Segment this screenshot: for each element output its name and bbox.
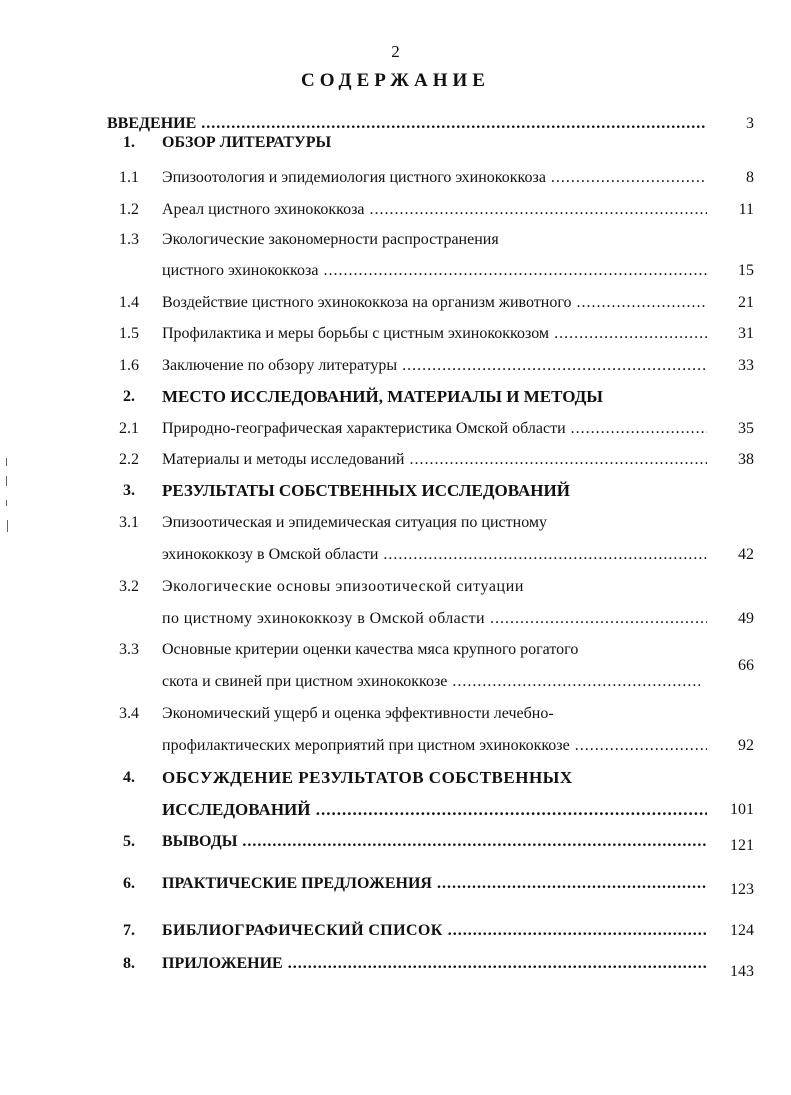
toc-entry-text: Материалы и методы исследований ..... [162,448,707,472]
toc-entry-text: Природно-географическая характеристика Омской области ..... [162,417,707,441]
toc-entry-text: Заключение по обзору литературы ..... [162,354,707,378]
toc-entry-page: 8 [746,169,754,186]
toc-entry-number: 1.5 [119,325,139,342]
toc-entry-1-1 [0,166,791,190]
scan-mark [7,520,8,532]
toc-entry-page: 33 [738,357,754,374]
toc-entry-number: 3.1 [119,514,139,531]
toc-entry-1-3 [0,228,791,252]
toc-entry-1-6 [0,354,791,378]
toc-entry-1-5 [0,322,791,346]
toc-entry-page: 124 [730,922,754,939]
toc-entry-number: 7. [123,922,135,939]
toc-entry-number: 1.6 [119,357,139,374]
toc-entry-text: Экономический ущерб и оценка эффективности лечебно- [162,705,554,722]
toc-entry-text: Экологические закономерности распространения [162,231,499,248]
toc-entry-text: Экологические основы эпизоотической ситуации [162,578,525,595]
toc-entry-number: 3.3 [119,641,139,658]
toc-entry-1-3-cont [0,259,791,283]
toc-entry-3-4-cont [0,734,791,758]
toc-entry-text: ВВЕДЕНИЕ ..... [107,112,705,136]
toc-entry-3-4 [0,702,791,726]
toc-entry-1-2 [0,198,791,222]
toc-entry-text: цистного эхинококкоза ..... [162,259,707,283]
toc-entry-text: профилактических мероприятий при цистном эхинококкозе ..... [162,734,707,758]
toc-entry-number: 3.4 [119,705,139,722]
toc-entry-3-3-cont [0,670,791,694]
toc-entry-text: Воздействие цистного эхинококкоза на организм животного ..... [162,291,707,315]
toc-entry-text: ИССЛЕДОВАНИЙ ..... [162,798,707,822]
toc-entry-number: 1.1 [119,169,139,186]
toc-entry-text: МЕСТО ИССЛЕДОВАНИЙ, МАТЕРИАЛЫ И МЕТОДЫ [162,387,603,406]
toc-entry-number: 1. [123,134,135,151]
toc-entry-page: 92 [738,737,754,754]
toc-entry-2-2 [0,448,791,472]
toc-entry-text: Эпизоотическая и эпидемическая ситуация по цистному [162,514,548,531]
toc-entry-text: Эпизоотология и эпидемиология цистного эхинококкоза ..... [162,166,707,190]
toc-entry-text: Профилактика и меры борьбы с цистным эхинококкозом ..... [162,322,707,346]
toc-section-1 [0,131,791,155]
toc-entry-text: эхинококкозу в Омской области ..... [162,543,707,567]
toc-entry-number: 2.2 [119,451,139,468]
toc-entry-number: 8. [123,955,135,972]
page-number: 2 [391,42,400,61]
toc-entry-page: 49 [738,610,754,627]
toc-entry-number: 3.2 [119,578,139,595]
toc-entry-text: ОБЗОР ЛИТЕРАТУРЫ [162,134,332,151]
toc-entry-text: Основные критерии оценки качества мяса крупного рогатого [162,641,579,658]
toc-entry-page: 11 [738,201,754,218]
toc-entry-text: РЕЗУЛЬТАТЫ СОБСТВЕННЫХ ИССЛЕДОВАНИЙ [162,481,570,500]
page-title: СОДЕРЖАНИЕ [301,70,490,91]
toc-section-5 [0,830,791,854]
toc-entry-2-1 [0,417,791,441]
toc-entry-text: ОБСУЖДЕНИЕ РЕЗУЛЬТАТОВ СОБСТВЕННЫХ [162,768,573,787]
toc-entry-text: ПРАКТИЧЕСКИЕ ПРЕДЛОЖЕНИЯ ..... [162,872,707,896]
toc-entry-page: 15 [738,262,754,279]
toc-entry-page: 38 [738,451,754,468]
toc-entry-number: 2. [123,388,135,405]
toc-entry-number: 1.2 [119,201,139,218]
toc-entry-number: 5. [123,833,135,850]
toc-entry-page: 31 [738,325,754,342]
toc-entry-number: 6. [123,875,135,892]
toc-section-4 [0,766,791,790]
toc-entry-page: 42 [738,546,754,563]
toc-entry-3-2-cont [0,607,791,631]
toc-entry-number: 3. [123,482,135,499]
toc-entry-page: 35 [738,420,754,437]
toc-section-3 [0,479,791,503]
toc-entry-text: скота и свиней при цистном эхинококкозе ..... [162,670,700,694]
toc-entry-3-2 [0,575,791,599]
toc-entry-number: 4. [123,769,135,786]
toc-entry-text: Ареал цистного эхинококкоза ..... [162,198,707,222]
toc-entry-page: 66 [738,657,754,674]
toc-entry-page: 121 [730,837,754,854]
toc-section-7 [0,919,791,943]
toc-entry-page: 143 [730,963,754,980]
toc-entry-text: по цистному эхинококкозу в Омской области ..... [162,607,707,631]
toc-entry-page: 123 [730,881,754,898]
toc-entry-number: 2.1 [119,420,139,437]
toc-entry-page: 3 [746,115,754,132]
toc-section-8 [0,952,791,980]
toc-section-4-cont [0,798,791,822]
toc-entry-number: 1.4 [119,294,139,311]
toc-section-2 [0,385,791,409]
toc-entry-text: ВЫВОДЫ ..... [162,830,707,854]
toc-entry-page: 21 [738,294,754,311]
toc-entry-text: ПРИЛОЖЕНИЕ ..... [162,952,707,976]
toc-entry-number: 1.3 [119,231,139,248]
toc-entry-3-1-cont [0,543,791,567]
scan-mark [6,458,7,466]
toc-entry-text: БИБЛИОГРАФИЧЕСКИЙ СПИСОК ..... [162,919,707,943]
toc-entry-page: 101 [730,801,754,818]
toc-entry-3-1 [0,511,791,535]
scan-mark [6,500,7,506]
toc-section-6 [0,872,791,896]
toc-entry-1-4 [0,291,791,315]
scan-mark [6,476,7,486]
